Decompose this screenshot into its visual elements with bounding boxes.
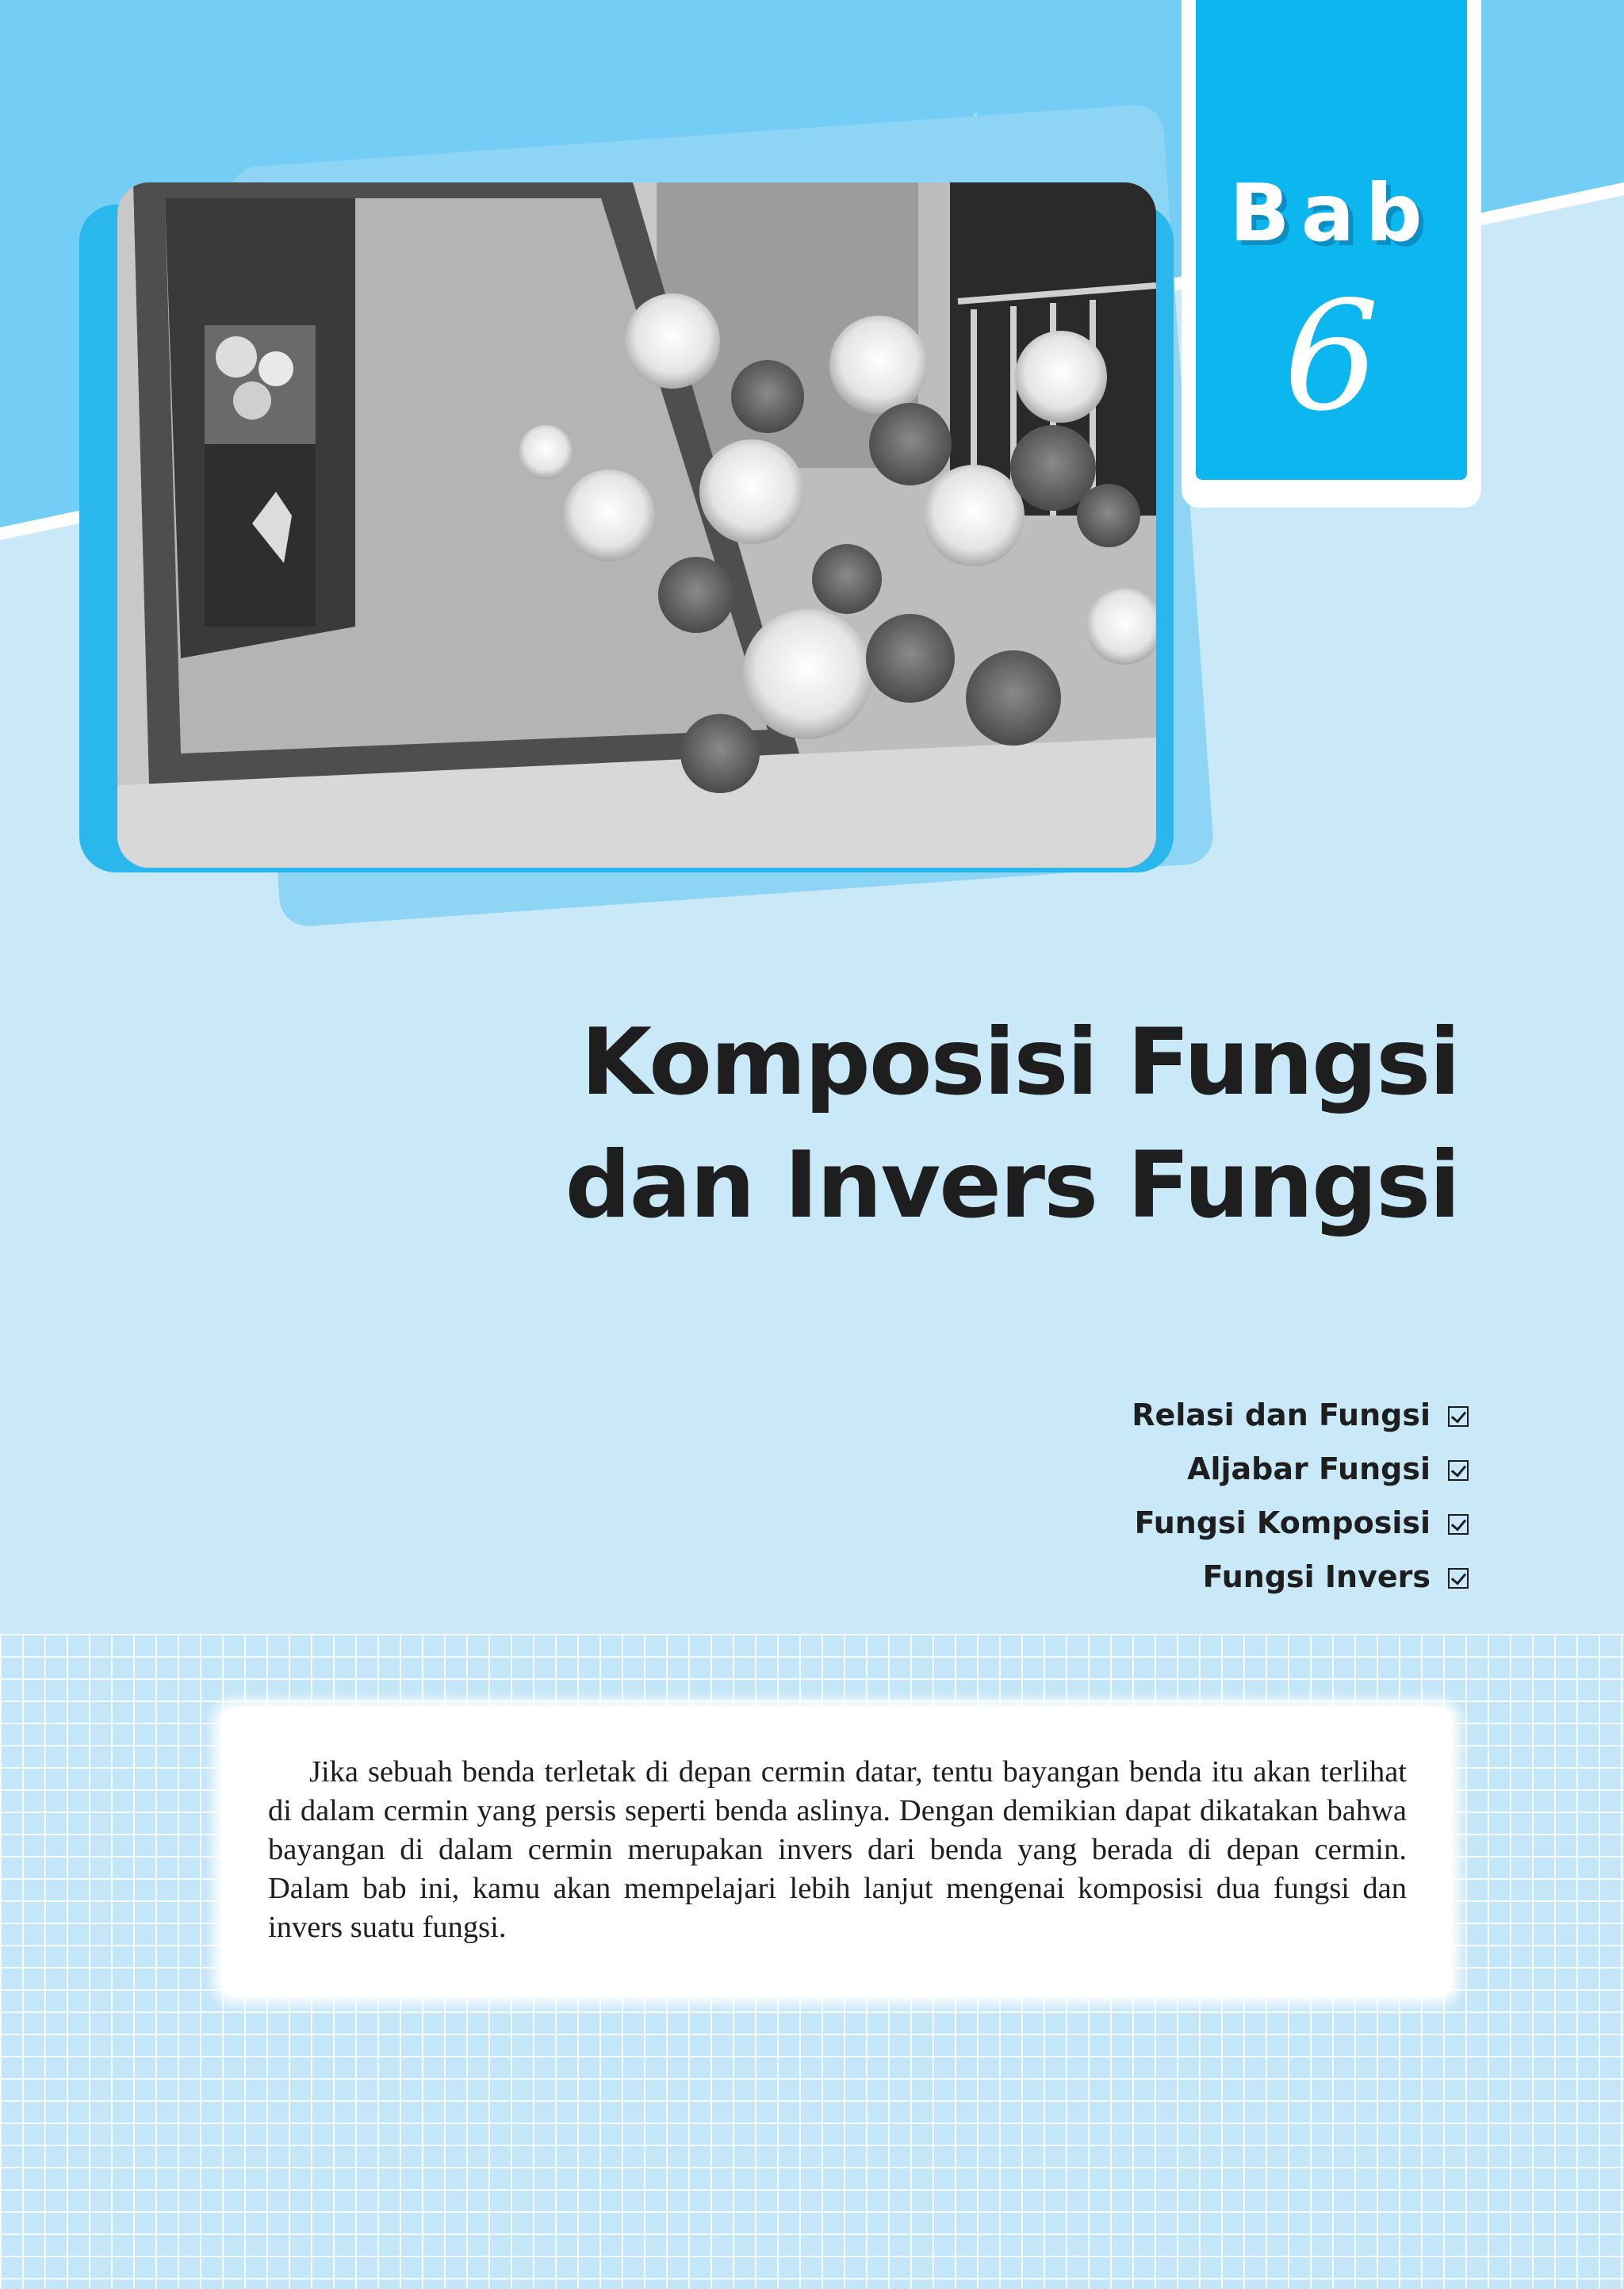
- topic-list: [914, 1388, 1469, 1604]
- list-item: [914, 1388, 1469, 1442]
- chapter-word: Bab: [1229, 167, 1434, 259]
- topic-label: Relasi dan Fungsi: [1132, 1398, 1431, 1432]
- list-item: [914, 1550, 1469, 1604]
- intro-box: [220, 1707, 1453, 1997]
- flower-mirror-photo-icon: [117, 182, 1156, 868]
- checkbox-checked-icon: [1448, 1460, 1469, 1481]
- chapter-photo: [117, 182, 1156, 868]
- page-title-line-1: Komposisi Fungsi: [580, 1009, 1459, 1116]
- checkbox-checked-icon: [1448, 1568, 1469, 1589]
- checkbox-checked-icon: [1448, 1514, 1469, 1535]
- intro-paragraph: Jika sebuah benda terletak di depan cermin datar, tentu bayangan benda itu akan terlihat di dalam cermin yang persis seperti benda aslinya. Dengan demikian dapat dikatakan bahwa bayangan di dalam cermin merupakan invers dari benda yang berada di depan cermin. Dalam bab ini, kamu akan mempelajari lebih lanjut mengenai komposisi dua fungsi dan invers suatu fungsi.: [268, 1755, 1407, 1944]
- topic-label: Fungsi Invers: [1202, 1559, 1431, 1594]
- checkbox-checked-icon: [1448, 1406, 1469, 1427]
- page-title-line-2: dan Invers Fungsi: [565, 1132, 1459, 1239]
- chapter-badge: [1182, 0, 1481, 508]
- topic-label: Aljabar Fungsi: [1187, 1451, 1431, 1486]
- list-item: [914, 1496, 1469, 1550]
- topic-label: Fungsi Komposisi: [1134, 1505, 1431, 1540]
- chapter-number: 6: [1283, 269, 1380, 444]
- page-title: [565, 1001, 1459, 1247]
- list-item: [914, 1442, 1469, 1496]
- chapter-badge-panel: [1196, 0, 1467, 480]
